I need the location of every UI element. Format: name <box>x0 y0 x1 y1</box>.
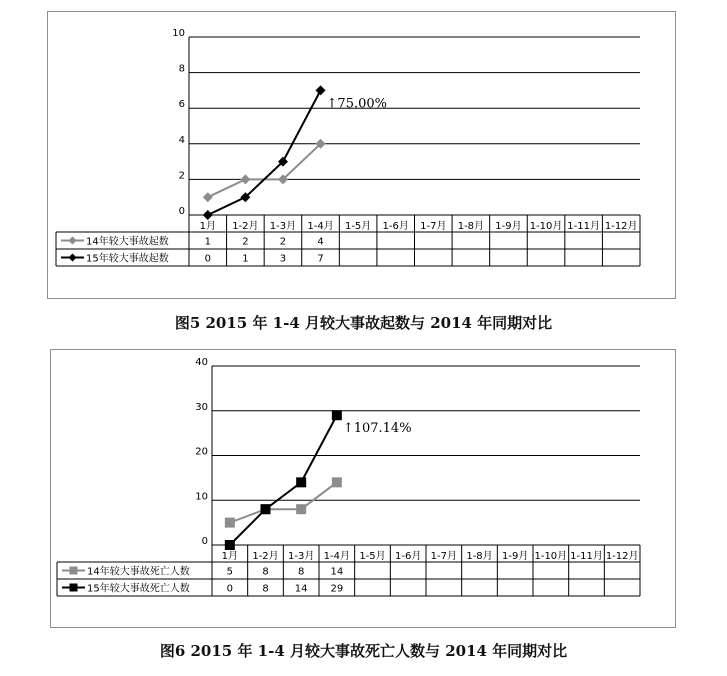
y-tick-label: 30 <box>195 401 208 413</box>
table-value: 14 <box>294 583 308 595</box>
table-value: 0 <box>226 583 234 595</box>
x-category-label: 1-3月 <box>287 551 315 562</box>
x-category-label: 1-2月 <box>252 551 279 562</box>
table-value: 8 <box>262 566 269 578</box>
x-category-label: 1-10月 <box>534 551 568 562</box>
data-point <box>225 518 235 528</box>
data-point <box>332 477 342 487</box>
x-category-label: 1-11月 <box>567 221 600 232</box>
chart-2-caption: 图6 2015 年 1-4 月较大事故死亡人数与 2014 年同期对比 <box>159 642 568 660</box>
data-point <box>261 504 271 514</box>
table-value: 1 <box>242 253 249 265</box>
table-value: 2 <box>279 236 287 248</box>
x-category-label: 1-8月 <box>466 551 493 562</box>
y-tick-label: 4 <box>178 134 185 146</box>
legend-marker <box>70 567 78 575</box>
x-category-label: 1-12月 <box>604 221 638 232</box>
data-point <box>225 540 235 550</box>
table-value: 8 <box>262 583 269 595</box>
x-category-label: 1-7月 <box>430 551 458 562</box>
legend-label: 15年较大事故死亡人数 <box>87 583 190 595</box>
x-category-label: 1-5月 <box>344 221 372 232</box>
y-tick-label: 8 <box>178 63 185 75</box>
table-value: 3 <box>279 253 287 265</box>
x-category-label: 1-6月 <box>382 221 409 232</box>
data-point <box>332 410 342 420</box>
x-category-label: 1-12月 <box>605 551 639 562</box>
x-category-label: 1-4月 <box>307 221 334 232</box>
growth-annotation: ↑75.00% <box>326 96 388 112</box>
y-tick-label: 2 <box>178 170 185 182</box>
x-category-label: 1-2月 <box>232 221 259 232</box>
x-category-label: 1月 <box>199 221 216 232</box>
legend-label: 15年较大事故起数 <box>86 253 169 265</box>
x-category-label: 1-6月 <box>394 551 422 562</box>
y-tick-label: 6 <box>178 99 185 111</box>
table-value: 2 <box>242 236 249 248</box>
x-category-label: 1-7月 <box>420 221 447 232</box>
table-value: 7 <box>317 253 324 265</box>
x-category-label: 1-10月 <box>529 221 563 232</box>
x-category-label: 1-4月 <box>323 551 351 562</box>
chart-1-caption: 图5 2015 年 1-4 月较大事故起数与 2014 年同期对比 <box>174 314 553 332</box>
x-category-label: 1-9月 <box>501 551 529 562</box>
table-value: 14 <box>330 566 344 578</box>
x-category-label: 1-8月 <box>457 221 485 232</box>
legend-label: 14年较大事故起数 <box>86 236 169 248</box>
data-point <box>296 477 306 487</box>
y-tick-label: 0 <box>201 536 208 547</box>
x-category-label: 1月 <box>221 551 239 562</box>
x-category-label: 1-9月 <box>495 221 522 232</box>
table-value: 1 <box>204 236 211 248</box>
table-value: 5 <box>226 566 234 578</box>
growth-annotation: ↑107.14% <box>342 421 412 437</box>
data-point <box>296 504 306 514</box>
table-value: 29 <box>330 583 344 595</box>
x-category-label: 1-5月 <box>359 551 386 562</box>
legend-label: 14年较大事故死亡人数 <box>87 566 190 578</box>
y-tick-label: 10 <box>172 28 185 39</box>
y-tick-label: 0 <box>178 206 185 217</box>
legend-marker <box>70 584 78 592</box>
x-category-label: 1-3月 <box>269 221 297 232</box>
table-value: 0 <box>204 253 211 265</box>
y-tick-label: 20 <box>195 446 208 458</box>
table-value: 4 <box>317 236 324 248</box>
series-line <box>230 482 337 522</box>
y-tick-label: 10 <box>195 491 208 503</box>
x-category-label: 1-11月 <box>570 551 603 562</box>
table-value: 8 <box>297 566 305 578</box>
series-line <box>230 415 337 545</box>
y-tick-label: 40 <box>195 357 208 368</box>
